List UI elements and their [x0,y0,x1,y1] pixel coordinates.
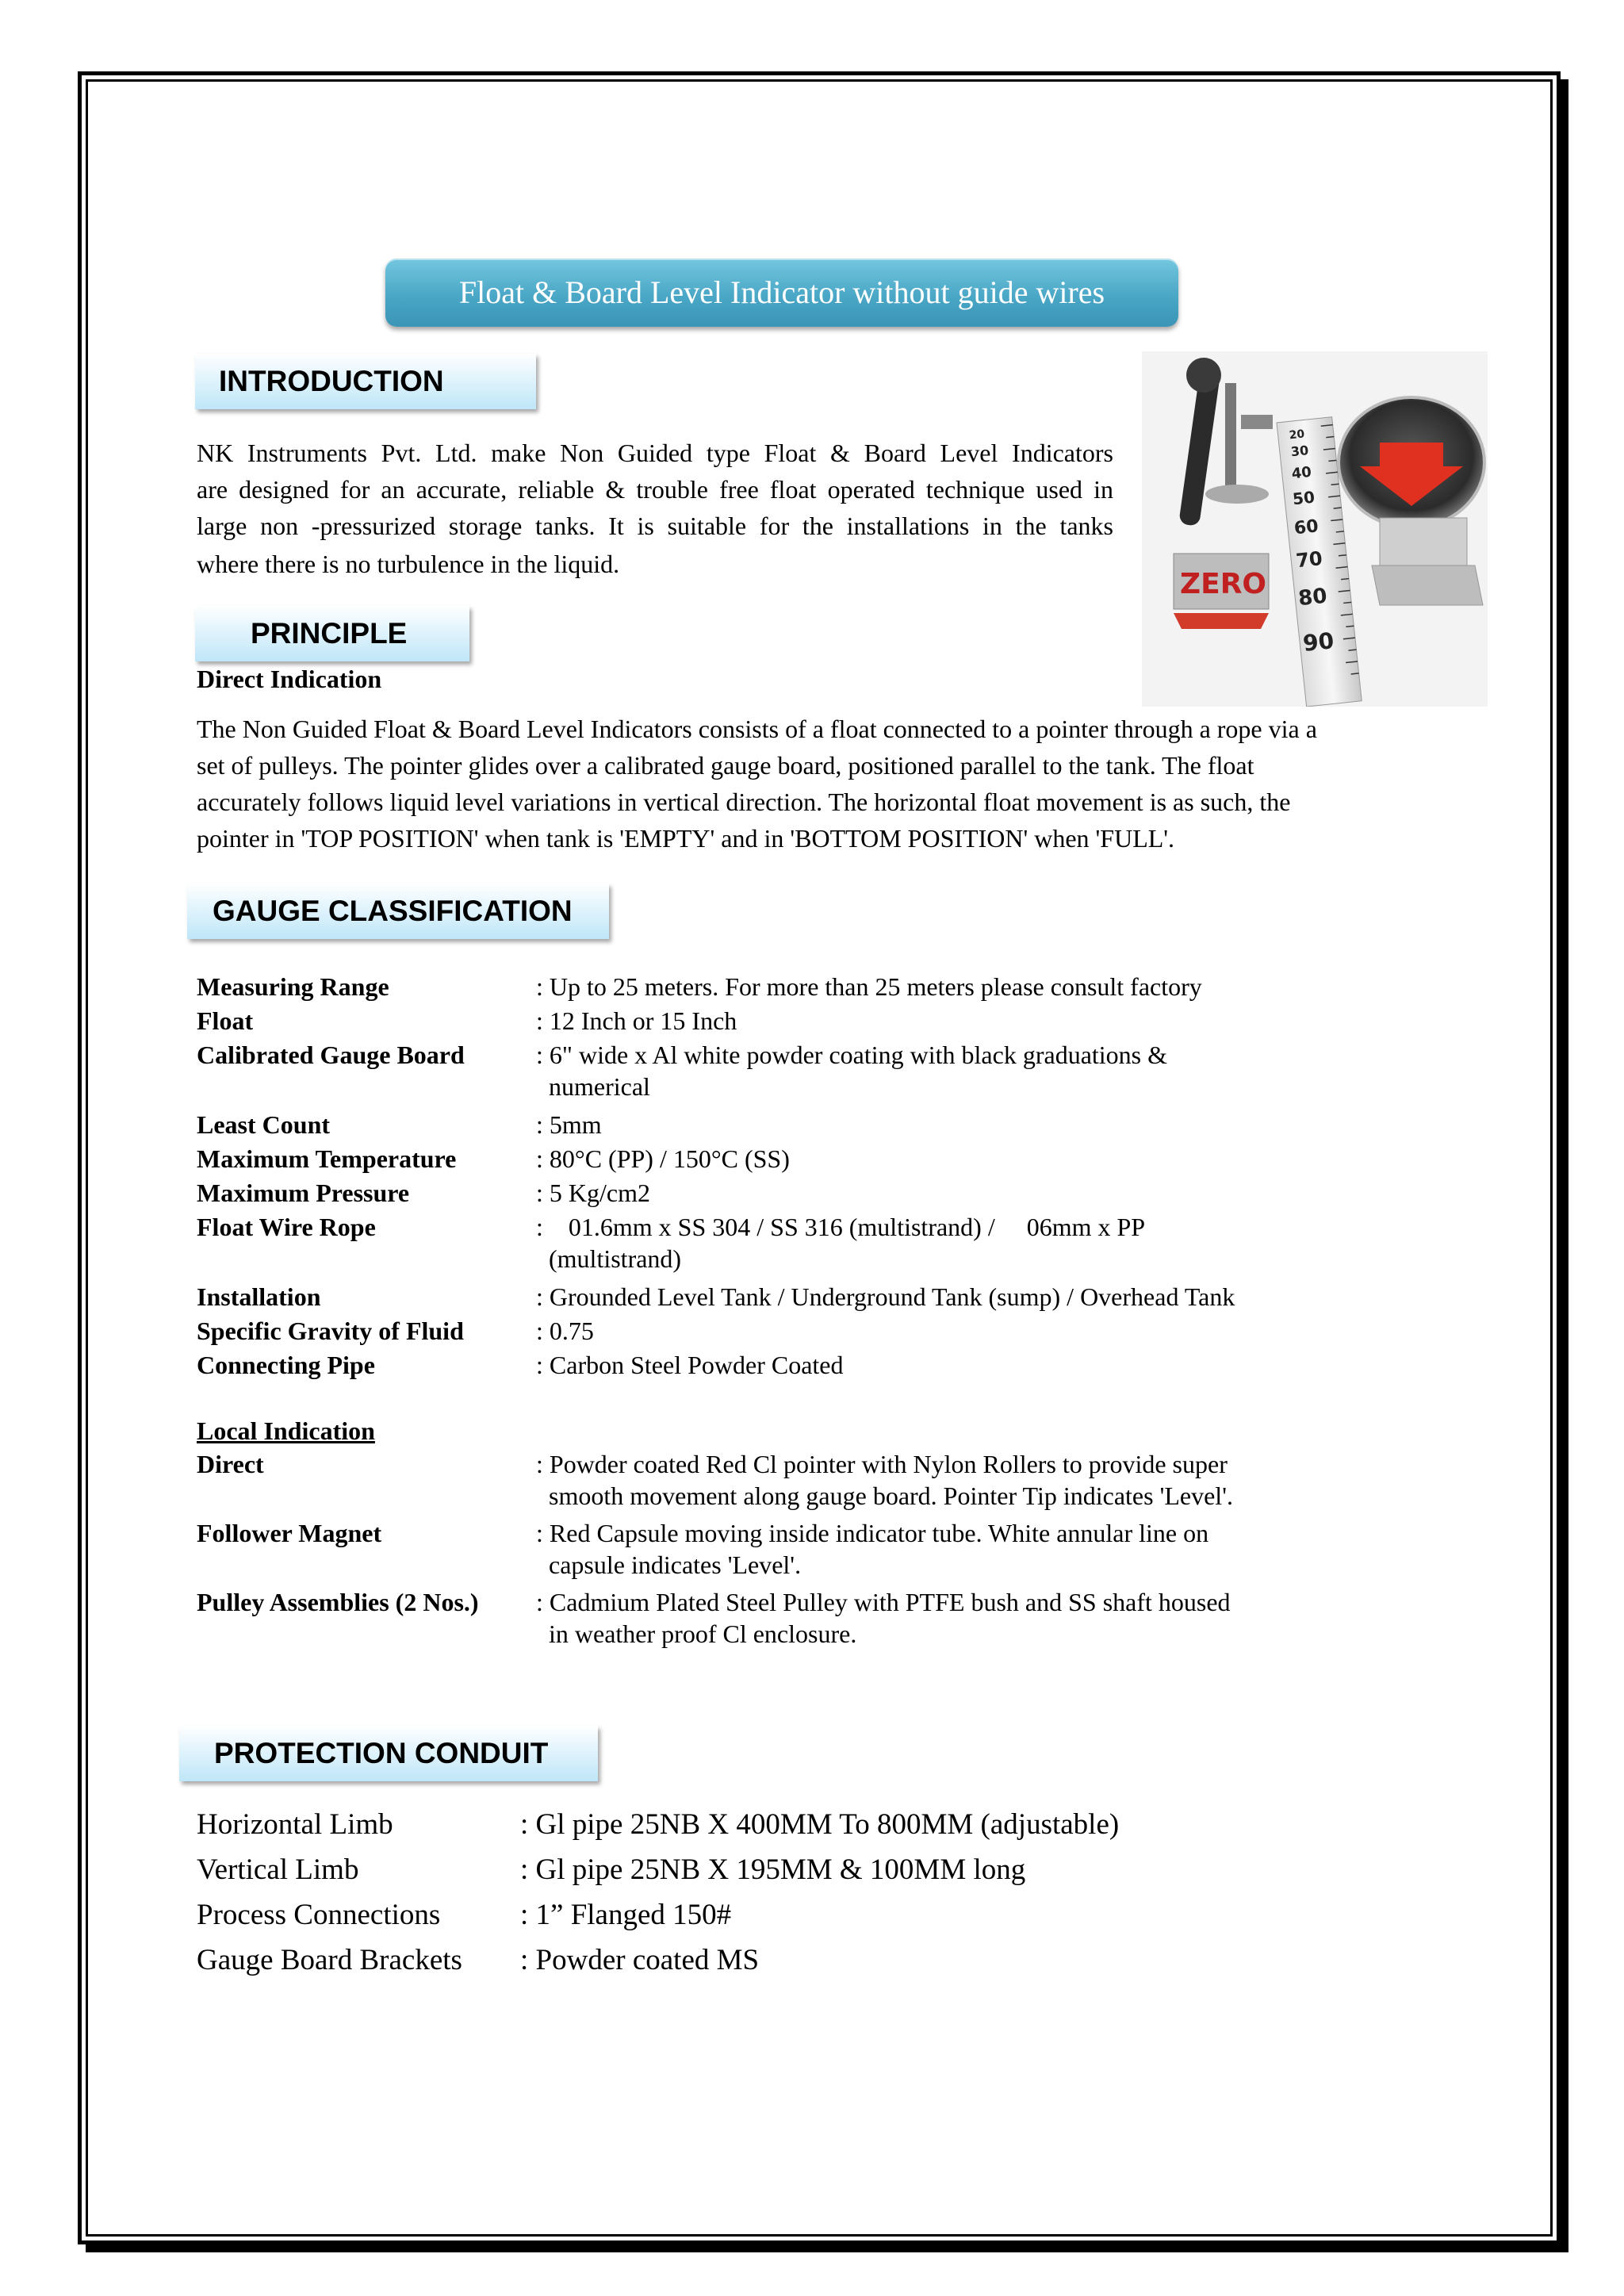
scale-label: 30 [1289,443,1310,460]
spec-value: : 5 Kg/cm2 [536,1179,650,1207]
section-header-principle: PRINCIPLE [195,606,469,661]
spec-label: Installation [197,1282,321,1311]
intro-line: where there is no turbulence in the liquid. [197,550,620,578]
spec-value: : Powder coated Red Cl pointer with Nylon Rollers to provide super smooth movement along gauge board. Pointer Tip indicates 'Level'. [536,1450,1233,1510]
intro-line: NK Instruments Pvt. Ltd. make Non Guided type Float & Board Level Indicators [197,439,1113,467]
conduit-value: : Gl pipe 25NB X 195MM & 100MM long [520,1853,1026,1886]
intro-line: are designed for an accurate, reliable & trouble free float operated technique used in [197,475,1113,504]
conduit-label: Horizontal Limb [197,1808,393,1841]
spec-value: : Cadmium Plated Steel Pulley with PTFE bush and SS shaft housed in weather proof Cl enclosure. [536,1588,1231,1648]
scale-label: 90 [1301,627,1335,657]
spec-label: Connecting Pipe [197,1351,375,1379]
principle-line: accurately follows liquid level variations in vertical direction. The horizontal float movement is as such, the [197,788,1291,816]
spec-value: : Grounded Level Tank / Underground Tank (sump) / Overhead Tank [536,1282,1235,1311]
section-header-introduction: INTRODUCTION [195,354,536,409]
spec-label: Measuring Range [197,972,389,1001]
scale-label: 20 [1288,427,1306,443]
spec-label: Direct [197,1450,264,1478]
page-title: Float & Board Level Indicator without guide wires [385,259,1178,327]
conduit-value: : 1” Flanged 150# [520,1899,732,1931]
zero-label: ZERO [1180,568,1267,600]
spec-value: : Carbon Steel Powder Coated [536,1351,844,1379]
spec-label: Float [197,1006,254,1035]
spec-value: : 5mm [536,1110,602,1139]
float-board-illustration [1142,351,1488,707]
spec-value: : Up to 25 meters. For more than 25 meters please consult factory [536,972,1202,1001]
spec-value: : 0.75 [536,1317,594,1345]
principle-line: The Non Guided Float & Board Level Indicators consists of a float connected to a pointer through a rope via a [197,715,1317,743]
spec-value: : 6" wide x Al white powder coating with black graduations & numerical [536,1041,1168,1101]
spec-label: Pulley Assemblies (2 Nos.) [197,1588,479,1616]
principle-subheading: Direct Indication [197,665,382,693]
spec-label: Float Wire Rope [197,1213,376,1241]
principle-line: pointer in 'TOP POSITION' when tank is 'EMPTY' and in 'BOTTOM POSITION' when 'FULL'. [197,824,1175,853]
conduit-label: Gauge Board Brackets [197,1944,462,1976]
scale-label: 40 [1290,463,1312,483]
spec-value: : 01.6mm x SS 304 / SS 316 (multistrand) / 06mm x PP (multistrand) [536,1213,1146,1273]
spec-label: Maximum Temperature [197,1144,457,1173]
conduit-value: : Powder coated MS [520,1944,760,1976]
conduit-label: Process Connections [197,1899,441,1931]
spec-label: Follower Magnet [197,1519,382,1547]
scale-label: 80 [1297,584,1328,611]
spec-label: Calibrated Gauge Board [197,1041,465,1069]
spec-label: Specific Gravity of Fluid [197,1317,464,1345]
intro-line: large non -pressurized storage tanks. It is suitable for the installations in the tanks [197,512,1113,540]
spec-value: : 80°C (PP) / 150°C (SS) [536,1144,790,1173]
scale-label: 60 [1293,516,1320,539]
section-header-gauge-classification: GAUGE CLASSIFICATION [187,884,609,939]
scale-label: 70 [1294,546,1324,573]
section-header-protection-conduit: PROTECTION CONDUIT [179,1726,598,1781]
scale-label: 50 [1291,487,1316,509]
spec-label: Maximum Pressure [197,1179,410,1207]
local-indication-heading: Local Indication [197,1416,375,1445]
conduit-value: : Gl pipe 25NB X 400MM To 800MM (adjustable) [520,1808,1120,1841]
principle-line: set of pulleys. The pointer glides over a calibrated gauge board, positioned parallel to the tank. The float [197,751,1254,780]
spec-value: : 12 Inch or 15 Inch [536,1006,737,1035]
conduit-label: Vertical Limb [197,1853,359,1886]
spec-label: Least Count [197,1110,331,1139]
spec-value: : Red Capsule moving inside indicator tube. White annular line on capsule indicates 'Level'. [536,1519,1209,1579]
product-image [1142,351,1488,707]
